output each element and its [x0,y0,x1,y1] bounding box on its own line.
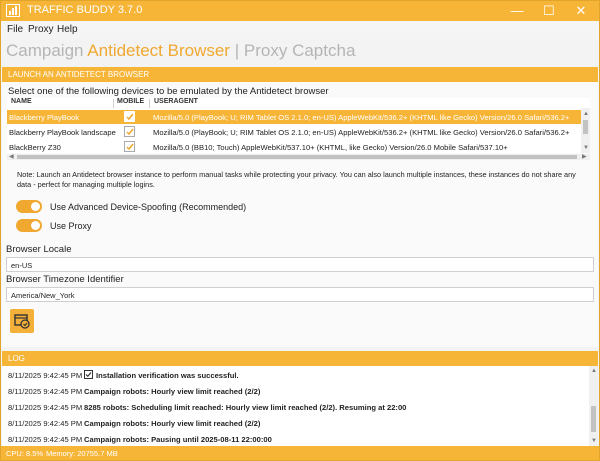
scroll-thumb[interactable] [583,120,588,134]
mobile-checkbox[interactable] [124,111,135,122]
tab-proxy[interactable]: Proxy [243,41,288,60]
menu-bar [1,21,599,39]
log-entry [2,416,588,430]
menu-proxy[interactable]: Proxy [28,24,54,35]
log-message: Campaign robots: Hourly view limit reached (2/2) [84,419,261,428]
log-vertical-scrollbar[interactable] [589,366,598,446]
device-useragent: Mozilla/5.0 (PlayBook; U; RIM Tablet OS 2.1.0; en-US) AppleWebKit/536.2+ (KHTML like Gecko) Version/26.0 Safari/536.2+ [153,113,570,122]
use-proxy-toggle[interactable] [16,219,42,232]
column-header-mobile[interactable]: MOBILE [117,98,145,105]
column-divider[interactable] [149,99,150,108]
log-time: 8/11/2025 9:42:45 PM [8,371,83,380]
cpu-usage: CPU: 8.5% [6,449,44,458]
device-name: Blackberry PlayBook [9,113,80,122]
status-bar [1,446,599,460]
log-message: Campaign robots: Hourly view limit reached (2/2) [84,387,261,396]
log-message: Installation verification was successful. [96,371,239,380]
log-entry [2,432,588,446]
log-entry [2,400,588,414]
mobile-checkbox[interactable] [124,141,135,152]
advanced-spoofing-label: Use Advanced Device-Spoofing (Recommended) [50,202,247,212]
checkbox-icon [84,370,93,379]
log-message: 8285 robots: Scheduling limit reached: Hourly view limit reached (2/2). Resuming at 22:00 [84,403,407,412]
browser-timezone-label: Browser Timezone Identifier [6,274,124,285]
chart-icon [6,4,20,17]
checkmark-icon [126,143,134,151]
device-grid [7,98,590,153]
column-divider[interactable] [113,99,114,108]
maximize-button[interactable]: ☐ [543,3,555,18]
log-time: 8/11/2025 9:42:45 PM [8,387,83,396]
memory-usage: Memory: 20755.7 MB [46,449,118,458]
log-message: Campaign robots: Pausing until 2025-08-11 22:00:00 [84,435,272,444]
log-time: 8/11/2025 9:42:45 PM [8,403,83,412]
launch-panel [2,82,598,347]
menu-help[interactable]: Help [57,24,78,35]
scroll-left-icon[interactable]: ◀ [9,154,14,160]
mobile-checkbox[interactable] [124,126,135,137]
column-header-name[interactable]: NAME [11,98,32,105]
log-entry [2,384,588,398]
scroll-thumb[interactable] [591,406,596,432]
device-row[interactable] [7,125,590,139]
device-grid-horizontal-scrollbar[interactable] [7,154,590,160]
log-entry [2,368,588,382]
browser-locale-input[interactable]: en-US [6,257,594,272]
device-row[interactable] [7,140,590,153]
close-button[interactable]: ✕ [575,3,587,18]
scroll-thumb[interactable] [17,155,577,159]
scroll-up-icon[interactable]: ▲ [591,368,597,374]
device-instruction: Select one of the following devices to be emulated by the Antidetect browser [8,86,329,97]
log-time: 8/11/2025 9:42:45 PM [8,419,83,428]
scroll-right-icon[interactable]: ▶ [582,154,587,160]
device-row[interactable] [7,110,590,124]
scroll-up-icon[interactable]: ▲ [583,111,589,117]
device-grid-vertical-scrollbar[interactable] [581,108,590,153]
tab-captcha[interactable]: Captcha [292,41,356,60]
log-panel [2,366,598,446]
log-section-header: LOG [2,351,598,366]
tab-antidetect-browser[interactable]: Antidetect Browser [87,41,230,60]
tab-campaign[interactable]: Campaign [6,41,84,60]
scroll-down-icon[interactable]: ▼ [591,438,597,444]
window-title: TRAFFIC BUDDY 3.7.0 [27,4,143,16]
log-time: 8/11/2025 9:42:45 PM [8,435,83,444]
checkmark-icon [126,113,134,121]
column-header-useragent[interactable]: USERAGENT [154,98,198,105]
device-name: Blackberry PlayBook landscape [9,128,116,137]
launch-browser-button[interactable] [10,309,34,333]
toggle-knob [31,221,40,230]
toggle-knob [31,202,40,211]
privacy-note: Note: Launch an Antidetect browser instance to perform manual tasks while protecting your privacy. You can also launch multiple instances, these instances do not share any data - perfect for managing multiple logins. [17,170,576,189]
device-useragent: Mozilla/5.0 (BB10; Touch) AppleWebKit/537.10+ (KHTML, like Gecko) Version/26.0 Mobile Safari/537.10+ [153,143,508,152]
scroll-down-icon[interactable]: ▼ [583,145,589,151]
advanced-spoofing-toggle[interactable] [16,200,42,213]
minimize-button[interactable]: — [510,3,524,18]
browser-locale-label: Browser Locale [6,244,72,255]
browser-timezone-input[interactable]: America/New_York [6,287,594,302]
launch-section-header: LAUNCH AN ANTIDETECT BROWSER [2,67,598,82]
browser-launch-icon [13,312,31,330]
tab-strip [6,41,355,65]
tab-separator: | [234,41,240,60]
title-bar [1,1,599,21]
use-proxy-label: Use Proxy [50,221,92,231]
device-name: BlackBerry Z30 [9,143,61,152]
checkmark-icon [126,128,134,136]
device-useragent: Mozilla/5.0 (PlayBook; U; RIM Tablet OS 2.1.0; en-US) AppleWebKit/536.2+ (KHTML like Gecko) Version/26.0 Safari/536.2+ [153,128,570,137]
menu-file[interactable]: File [7,24,24,35]
